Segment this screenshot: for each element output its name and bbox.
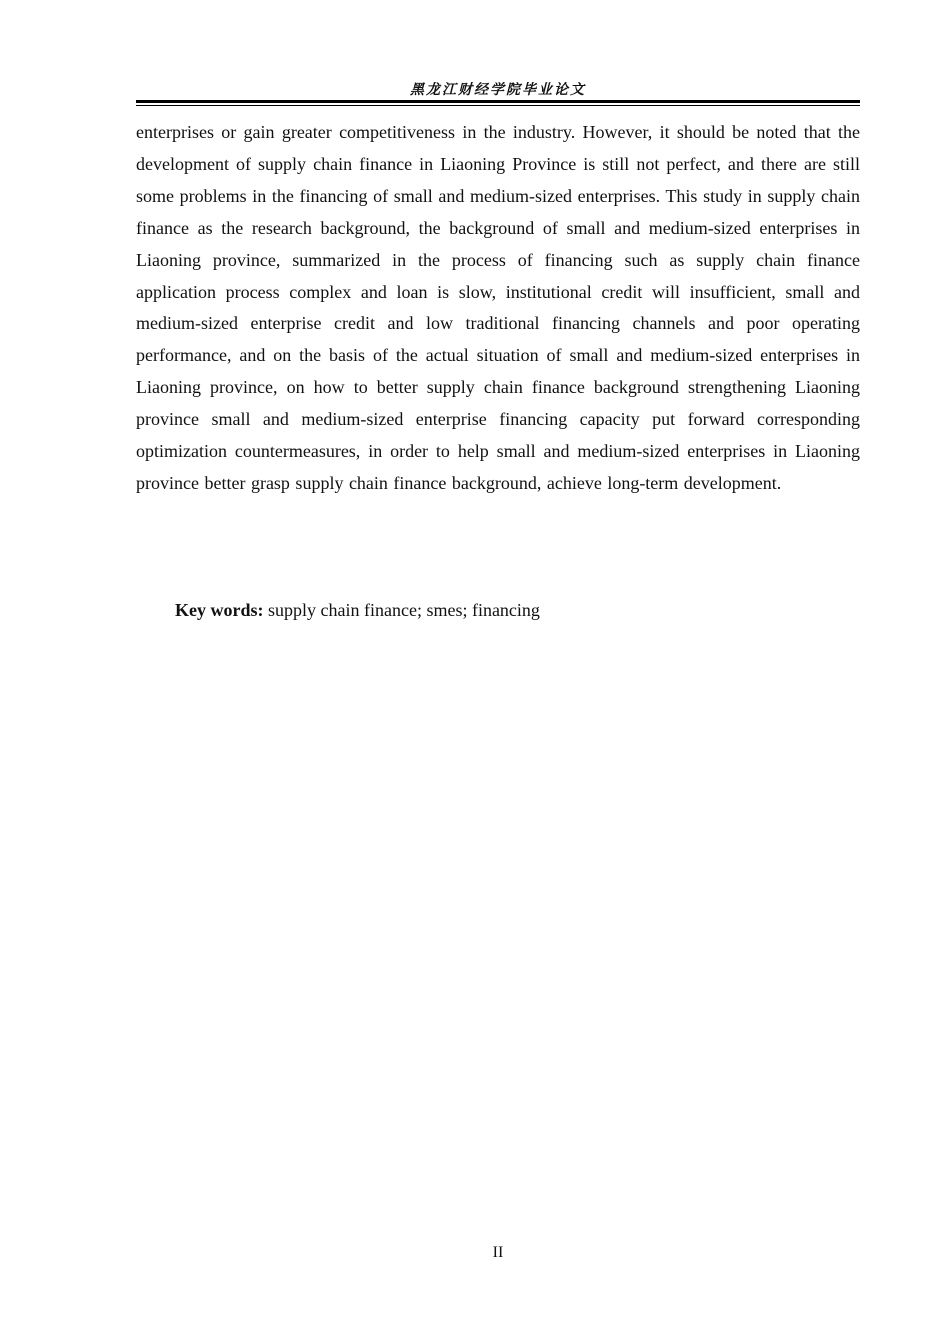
keywords-value: supply chain finance; smes; financing: [263, 600, 540, 620]
header-rule-thin: [136, 105, 860, 106]
header-rule-thick: [136, 100, 860, 103]
abstract-paragraph: enterprises or gain greater competitiveness in the industry. However, it should be noted that the development of supply chain finance in Liaoning Province is still not perfect, and there are still some problems in the financing of small and medium-sized enterprises. This study in supply chain finance as the research background, the background of small and medium-sized enterprises in Liaoning province, summarized in the process of financing such as supply chain finance application process complex and loan is slow, institutional credit will insufficient, small and medium-sized enterprise credit and low traditional financing channels and poor operating performance, and on the basis of the actual situation of small and medium-sized enterprises in Liaoning province, on how to better supply chain finance background strengthening Liaoning province small and medium-sized enterprise financing capacity put forward corresponding optimization countermeasures, in order to help small and medium-sized enterprises in Liaoning province better grasp supply chain finance background, achieve long-term development.: [136, 122, 860, 493]
keywords-label: Key words:: [175, 600, 264, 620]
page-number: II: [492, 1244, 504, 1261]
keywords-line: [175, 596, 860, 624]
page-header: 黑龙江财经学院毕业论文: [410, 82, 586, 98]
